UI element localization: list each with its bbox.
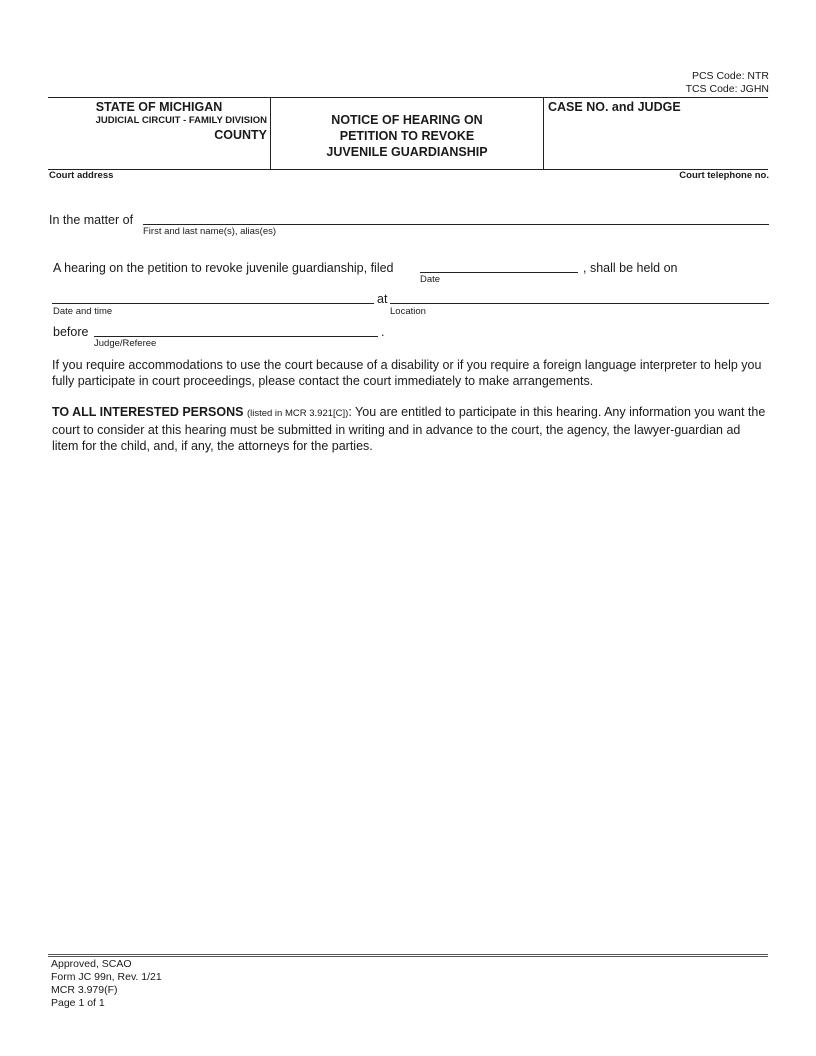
- header-box: [48, 97, 768, 170]
- state-name: STATE OF MICHIGAN: [95, 100, 223, 114]
- interested-persons-paragraph: [52, 404, 769, 454]
- accommodations-paragraph: If you require accommodations to use the court because of a disability or if you require a foreign language interpreter to help you fully participate in court proceedings, please contact the court immediately to make arrangements.: [52, 358, 762, 388]
- filed-date-field[interactable]: [420, 272, 578, 273]
- pcs-code: PCS Code: NTR: [691, 70, 769, 82]
- at-text: at: [377, 292, 388, 306]
- before-period: .: [381, 325, 385, 339]
- form-title: [271, 112, 543, 160]
- form-footer: [51, 958, 162, 1010]
- court-info-cell: [48, 98, 271, 169]
- footer-page: Page 1 of 1: [51, 997, 105, 1009]
- form-title-line-1: NOTICE OF HEARING ON: [331, 113, 483, 127]
- form-title-line-3: JUVENILE GUARDIANSHIP: [326, 145, 488, 159]
- matter-name-field[interactable]: [143, 224, 769, 225]
- interested-persons-reference: (listed in MCR 3.921[C]): [246, 408, 349, 419]
- judge-referee-caption: Judge/Referee: [94, 338, 157, 349]
- court-address-label: Court address: [49, 170, 114, 181]
- case-number-cell[interactable]: [544, 98, 768, 169]
- form-title-line-2: PETITION TO REVOKE: [339, 129, 475, 143]
- hearing-lead-text: A hearing on the petition to revoke juvenile guardianship, filed: [53, 261, 394, 275]
- footer-rule: [48, 954, 768, 955]
- hearing-location-field[interactable]: [390, 303, 769, 304]
- form-title-cell: [271, 98, 544, 169]
- hearing-datetime-field[interactable]: [52, 303, 374, 304]
- county-label: COUNTY: [214, 128, 267, 142]
- tcs-code: TCS Code: JGHN: [685, 83, 769, 95]
- footer-mcr: MCR 3.979(F): [51, 984, 118, 996]
- hearing-datetime-caption: Date and time: [53, 306, 113, 317]
- filed-date-caption: Date: [420, 274, 441, 285]
- judge-referee-field[interactable]: [94, 336, 378, 337]
- before-text: before: [53, 325, 89, 339]
- circuit-label: JUDICIAL CIRCUIT - FAMILY DIVISION: [95, 115, 267, 126]
- court-telephone-label: Court telephone no.: [679, 170, 769, 181]
- footer-approved: Approved, SCAO: [51, 958, 132, 970]
- footer-form-number: Form JC 99n, Rev. 1/21: [51, 971, 162, 983]
- interested-persons-colon: :: [348, 405, 352, 419]
- matter-name-caption: First and last name(s), alias(es): [143, 226, 277, 237]
- form-codes: [686, 70, 769, 96]
- footer-rule-second: [48, 956, 768, 957]
- interested-persons-body: You are entitled to participate in this hearing. Any information you want the court to consider at this hearing must be submitted in writing and in advance to the court, the agency, the lawyer-guardian ad litem for the child, and, if any, the attorneys for the parties.: [52, 405, 766, 453]
- interested-persons-heading: TO ALL INTERESTED PERSONS: [52, 405, 244, 419]
- matter-label: In the matter of: [49, 213, 134, 227]
- case-number-label: CASE NO. and JUDGE: [548, 100, 681, 114]
- hearing-trail-text: , shall be held on: [583, 261, 678, 275]
- hearing-location-caption: Location: [390, 306, 426, 317]
